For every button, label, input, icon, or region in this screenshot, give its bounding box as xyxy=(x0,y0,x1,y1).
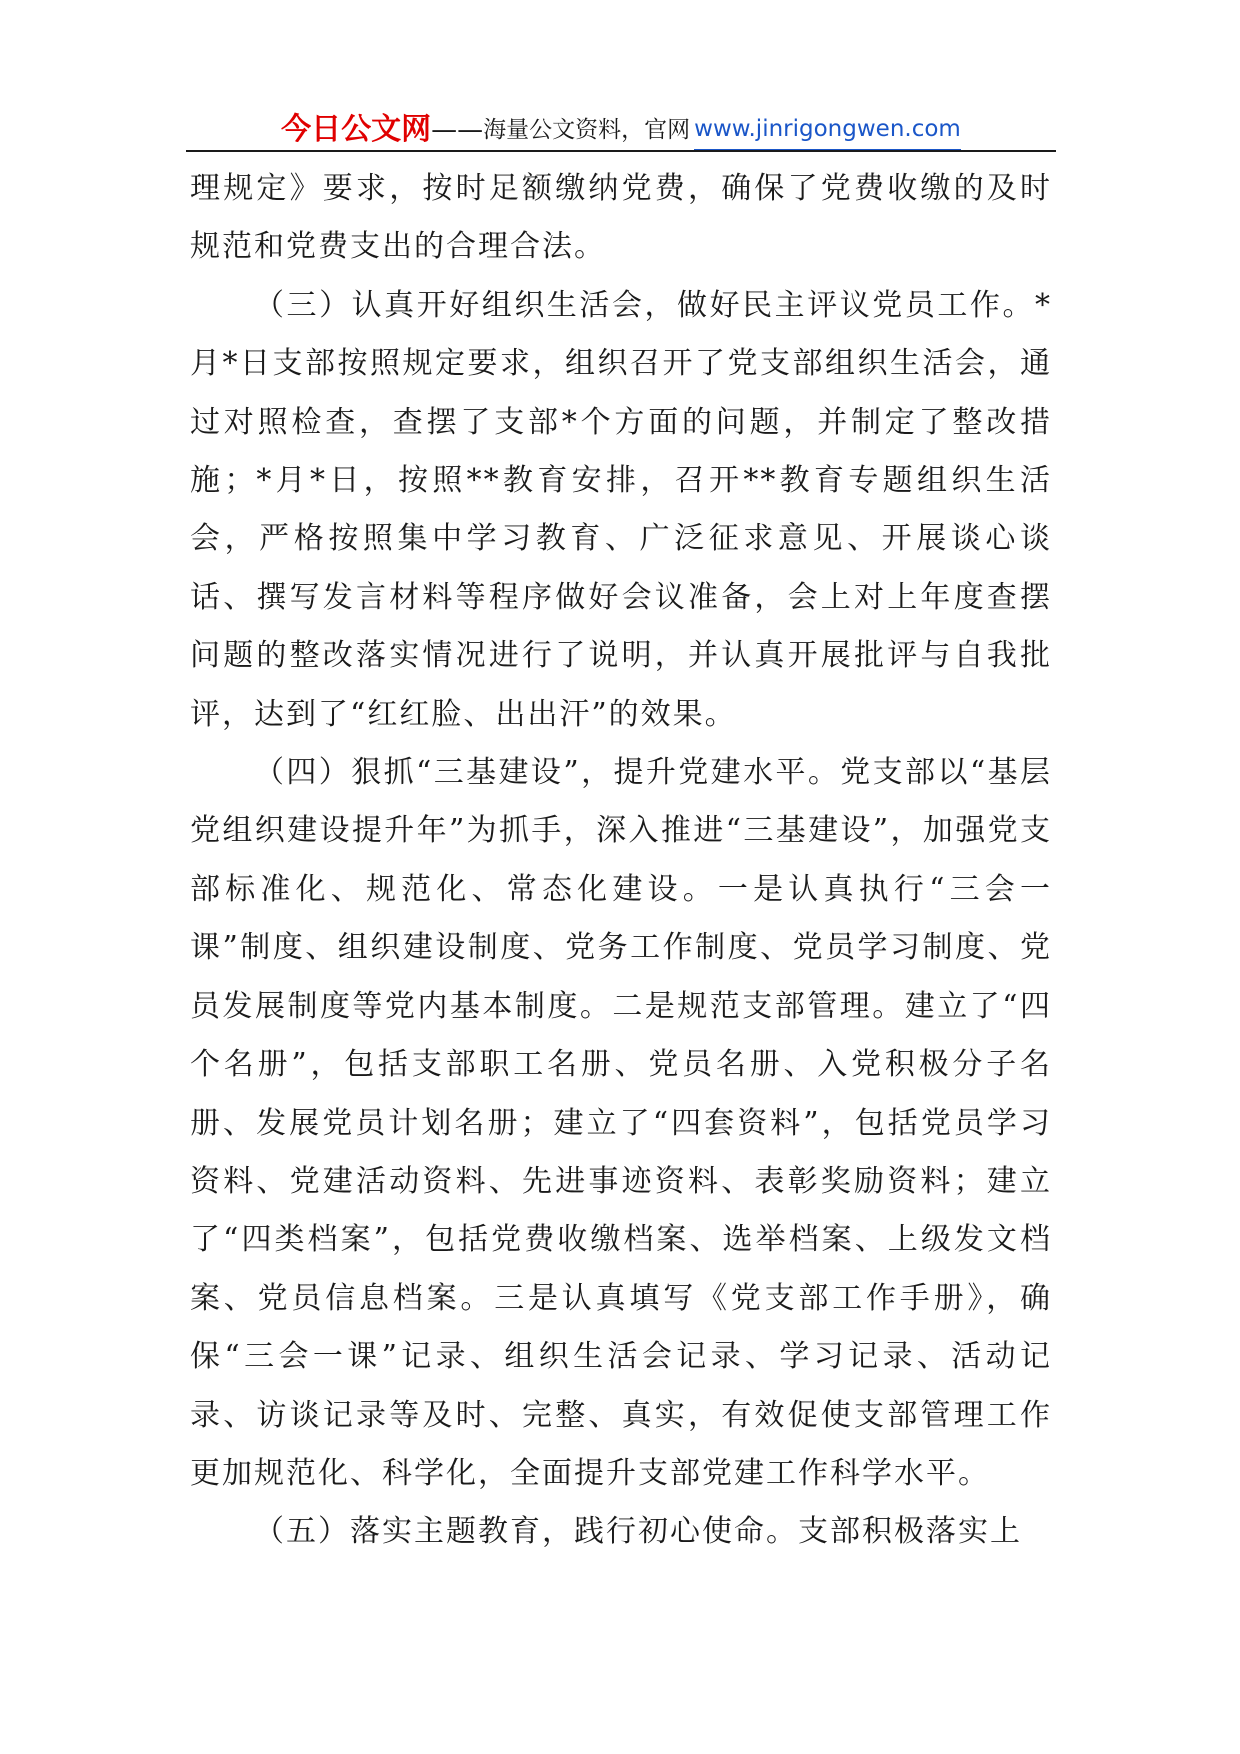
header-description: 海量公文资料，官网 xyxy=(483,117,691,143)
header-divider xyxy=(186,150,1056,152)
header-separator: —— xyxy=(431,115,484,145)
page-header xyxy=(186,104,1056,150)
paragraph-section-4: （四）狠抓“三基建设”，提升党建水平。党支部以“基层党组织建设提升年”为抓手，深入推进“三基建设”，加强党支部标准化、规范化、常态化建设。一是认真执行“三会一课”制度、组织建设制度、党务工作制度、党员学习制度、党员发展制度等党内基本制度。二是规范支部管理。建立了“四个名册”，包括支部职工名册、党员名册、入党积极分子名册、发展党员计划名册；建立了“四套资料”，包括党员学习资料、党建活动资料、先进事迹资料、表彰奖励资料；建立了“四类档案”，包括党费收缴档案、选举档案、上级发文档案、党员信息档案。三是认真填写《党支部工作手册》，确保“三会一课”记录、组织生活会记录、学习记录、活动记录、访谈记录等及时、完整、真实，有效促使支部管理工作更加规范化、科学化，全面提升支部党建工作科学水平。 xyxy=(190,755,1052,1491)
site-url-link[interactable]: www.jinrigongwen.com xyxy=(694,109,961,150)
document-body xyxy=(190,160,1052,1562)
paragraph-continued: 理规定》要求，按时足额缴纳党费，确保了党费收缴的及时规范和党费支出的合理合法。 xyxy=(190,171,1052,265)
paragraph-section-5: （五）落实主题教育，践行初心使命。支部积极落实上 xyxy=(254,1514,1022,1550)
paragraph-section-3: （三）认真开好组织生活会，做好民主评议党员工作。*月*日支部按照规定要求，组织召开了党支部组织生活会，通过对照检查，查摆了支部*个方面的问题，并制定了整改措施；*月*日，按照**教育安排，召开**教育专题组织生活会，严格按照集中学习教育、广泛征求意见、开展谈心谈话、撰写发言材料等程序做好会议准备，会上对上年度查摆问题的整改落实情况进行了说明，并认真开展批评与自我批评，达到了“红红脸、出出汗”的效果。 xyxy=(190,287,1052,732)
site-brand: 今日公文网 xyxy=(281,112,432,147)
